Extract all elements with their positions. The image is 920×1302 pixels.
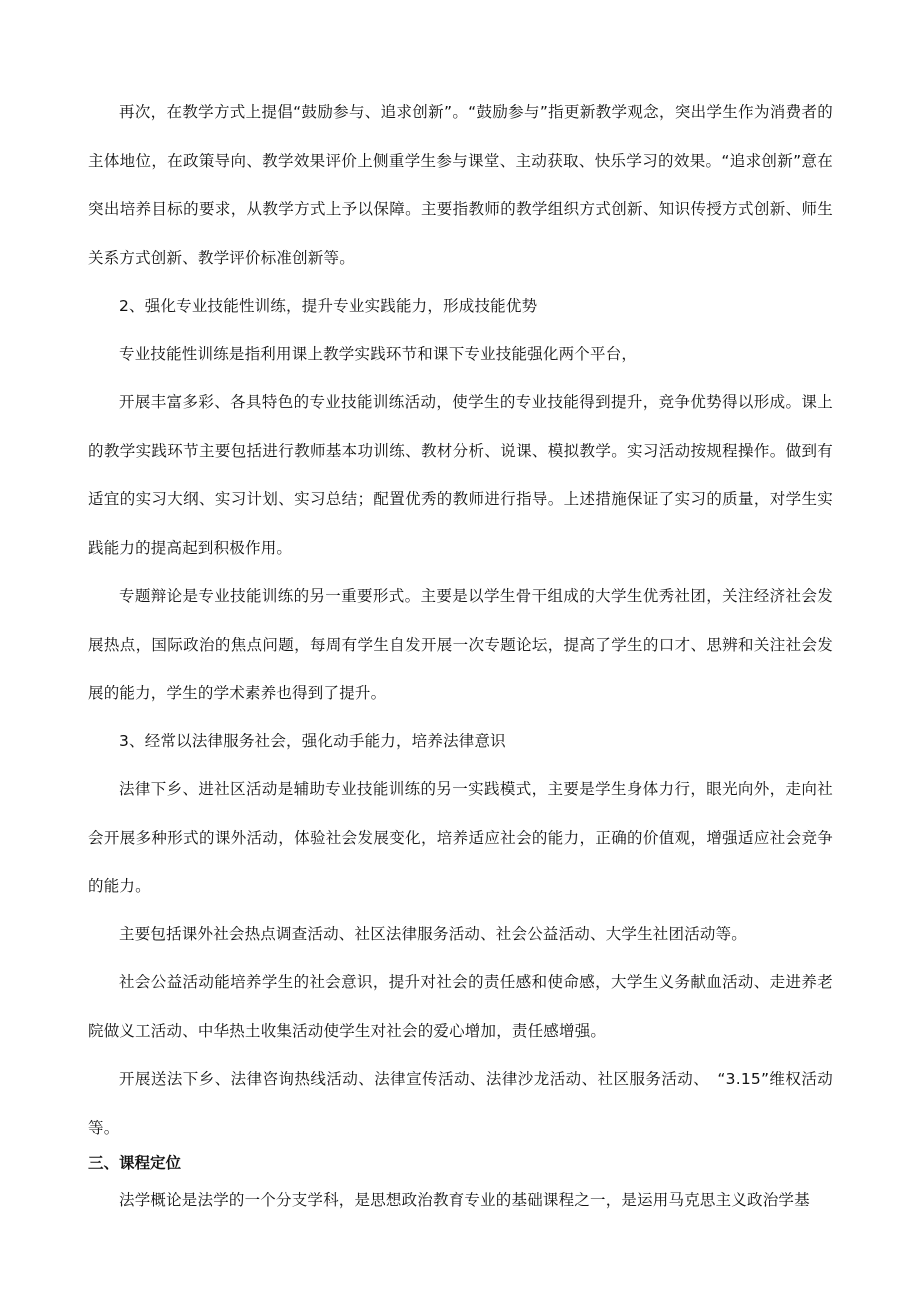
subheading-law-service: 3、经常以法律服务社会，强化动手能力，培养法律意识 bbox=[119, 732, 506, 750]
paragraph-public-welfare: 社会公益活动能培养学生的社会意识，提升对社会的责任感和使命感，大学生义务献血活动、走进养老院做义工活动、中华热土收集活动使学生对社会的爱心增加，责任感增强。 bbox=[88, 973, 833, 1040]
paragraph-skills-definition: 专业技能性训练是指利用课上教学实践环节和课下专业技能强化两个平台， bbox=[119, 345, 638, 363]
paragraph-course-positioning: 法学概论是法学的一个分支学科，是思想政治教育专业的基础课程之一，是运用马克思主义政治学基 bbox=[119, 1191, 810, 1209]
paragraph-law-promotion: 开展送法下乡、法律咨询热线活动、法律宣传活动、法律沙龙活动、社区服务活动、 “3.15”维权活动等。 bbox=[88, 1070, 833, 1137]
paragraph-law-outreach: 法律下乡、进社区活动是辅助专业技能训练的另一实践模式，主要是学生身体力行，眼光向外，走向社会开展多种形式的课外活动，体验社会发展变化，培养适应社会的能力，正确的价值观，增强适应社会竞争的能力。 bbox=[88, 780, 833, 895]
paragraph-debate: 专题辩论是专业技能训练的另一重要形式。主要是以学生骨干组成的大学生优秀社团，关注经济社会发展热点，国际政治的焦点问题，每周有学生自发开展一次专题论坛，提高了学生的口才、思辨和关注社会发展的能力，学生的学术素养也得到了提升。 bbox=[88, 587, 833, 702]
paragraph-skills-activities: 开展丰富多彩、各具特色的专业技能训练活动，使学生的专业技能得到提升，竞争优势得以形成。课上的教学实践环节主要包括进行教师基本功训练、教材分析、说课、模拟教学。实习活动按规程操作。做到有适宜的实习大纲、实习计划、实习总结；配置优秀的教师进行指导。上述措施保证了实习的质量，对学生实践能力的提高起到积极作用。 bbox=[88, 393, 833, 557]
paragraph-main-activities: 主要包括课外社会热点调查活动、社区法律服务活动、社会公益活动、大学生社团活动等。 bbox=[119, 925, 748, 943]
subheading-skills-training: 2、强化专业技能性训练，提升专业实践能力，形成技能优势 bbox=[119, 297, 538, 315]
paragraph-teaching-method: 再次，在教学方式上提倡“鼓励参与、追求创新”。“鼓励参与”指更新教学观念，突出学生作为消费者的主体地位，在政策导向、教学效果评价上侧重学生参与课堂、主动获取、快乐学习的效果。“追求创新”意在突出培养目标的要求，从教学方式上予以保障。主要指教师的教学组织方式创新、知识传授方式创新、师生关系方式创新、教学评价标准创新等。 bbox=[88, 103, 833, 267]
section-heading: 三、课程定位 bbox=[88, 1154, 182, 1172]
